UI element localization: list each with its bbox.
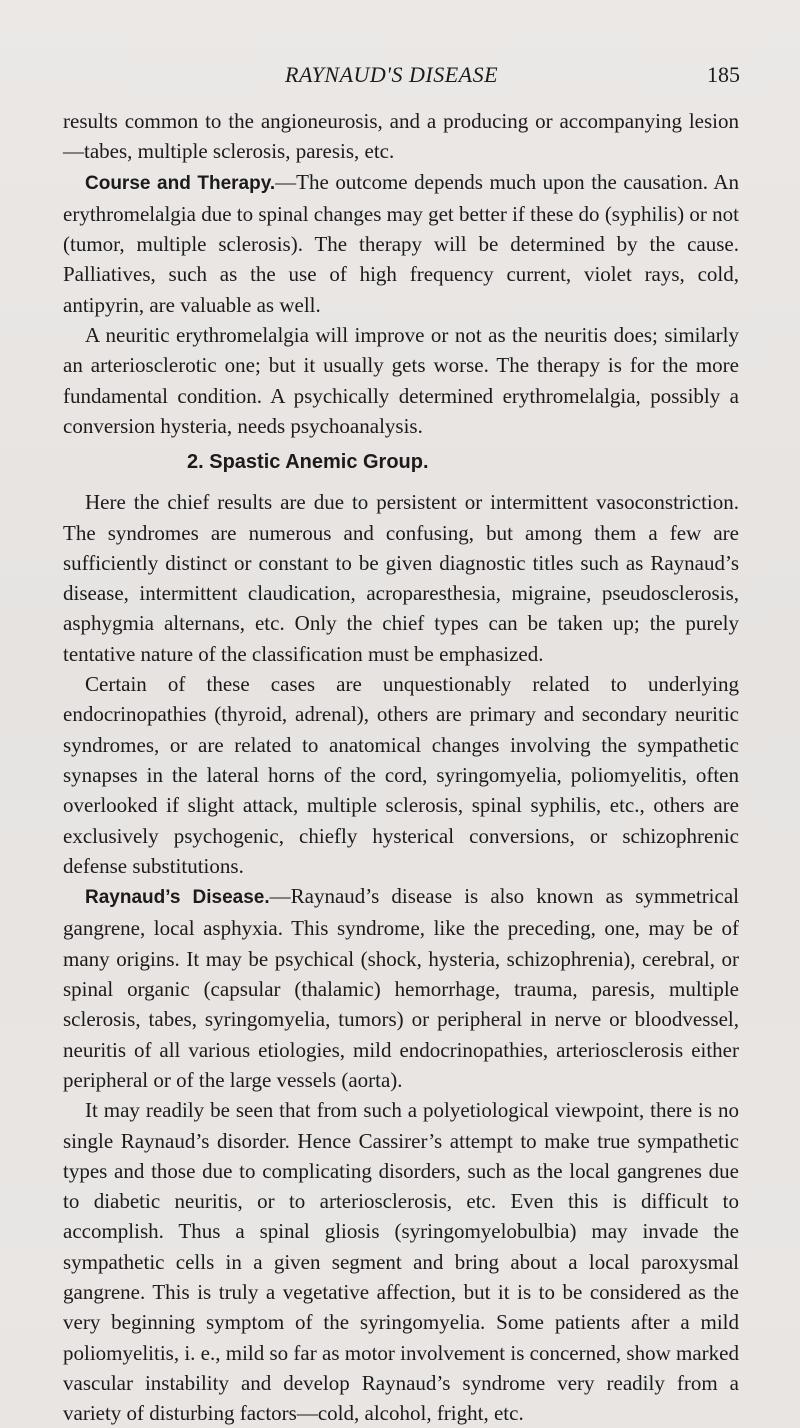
running-head (0, 62, 800, 92)
paragraph-neuritic-erythromelalgia: A neuritic erythromelalgia will improve or not as the neuritis does; similarly an arteriosclerotic one; but it usually gets worse. The therapy is for the more fundamental condition. A psychically determined erythromelalgia, possibly a conversion hysteria, needs psychoanalysis. (63, 323, 739, 438)
page-number: 185 (707, 62, 740, 87)
paragraph-body: —Raynaud’s disease is also known as symmetrical gangrene, local asphyxia. This syndrome, like the preceding, one, may be of many origins. It may be psychical (shock, hysteria, schizophrenia), cerebral, or spinal organic (capsular (thalamic) hemorrhage, trauma, paresis, multiple sclerosis, tabes, syringomyelia, tumors) or peripheral in nerve or bloodvessel, neuritis of all various etiologies, mild endocrinopathies, arteriosclerosis either peripheral or of the large vessels (aorta). (63, 884, 739, 1092)
paragraph-vasoconstriction: Here the chief results are due to persistent or intermittent vasoconstriction. The syndromes are numerous and confusing, but among them a few are sufficiently distinct or constant to be given diagnostic titles such as Raynaud’s disease, intermittent claudication, acroparesthesia, migraine, pseudosclerosis, asphygmia alternans, etc. Only the chief types can be taken up; the purely tentative nature of the classification must be emphasized. (63, 490, 739, 666)
paragraph-body: —The outcome depends much upon the causation. An erythromelalgia due to spinal changes may get better if these do (syphilis) or not (tumor, multiple sclerosis). The therapy will be determined by the cause. Palliatives, such as the use of high frequency current, violet rays, cold, antipyrin, are valuable as well. (63, 169, 739, 317)
body-text (63, 106, 739, 1428)
paragraph-course-and-therapy (63, 167, 739, 320)
section-heading-spastic-anemic-group: 2. Spastic Anemic Group. (187, 451, 429, 474)
runin-heading-course-and-therapy: Course and Therapy. (85, 172, 276, 194)
paragraph-endocrinopathies: Certain of these cases are unquestionably related to underlying endocrinopathies (thyroid, adrenal), others are primary and secondary neuritic syndromes, or are related to anatomical changes involving the sympathetic synapses in the lateral horns of the cord, syringomyelia, poliomyelitis, often overlooked if slight attack, multiple sclerosis, spinal syphilis, etc., others are exclusively psychogenic, chiefly hysterical conversions, or schizophrenic defense substitutions. (63, 672, 739, 878)
paragraph-polyetiological: It may readily be seen that from such a polyetiological viewpoint, there is no single Raynaud’s disorder. Hence Cassirer’s attempt to make true sympathetic types and those due to complicating disorders, such as the local gangrenes due to diabetic neuritis, or to arteriosclerosis, etc. Even this is difficult to accomplish. Thus a spinal gliosis (syringomyelobulbia) may invade the sympathetic cells in a given segment and bring about a local paroxysmal gangrene. This is truly a vegetative affection, but it is to be considered as the very beginning symptom of the syringomyelia. Some patients after a mild poliomyelitis, i. e., mild so far as motor involvement is concerned, show marked vascular instability and develop Raynaud’s syndrome very readily from a variety of disturbing factors—cold, alcohol, fright, etc. (63, 1098, 739, 1426)
running-title: RAYNAUD'S DISEASE (285, 62, 499, 87)
paragraph-continuation: results common to the angioneurosis, and a producing or accompanying lesion—tabes, multiple sclerosis, paresis, etc. (63, 109, 739, 164)
paragraph-raynauds-disease (63, 881, 739, 1095)
runin-heading-raynauds-disease: Raynaud’s Disease. (85, 887, 270, 909)
